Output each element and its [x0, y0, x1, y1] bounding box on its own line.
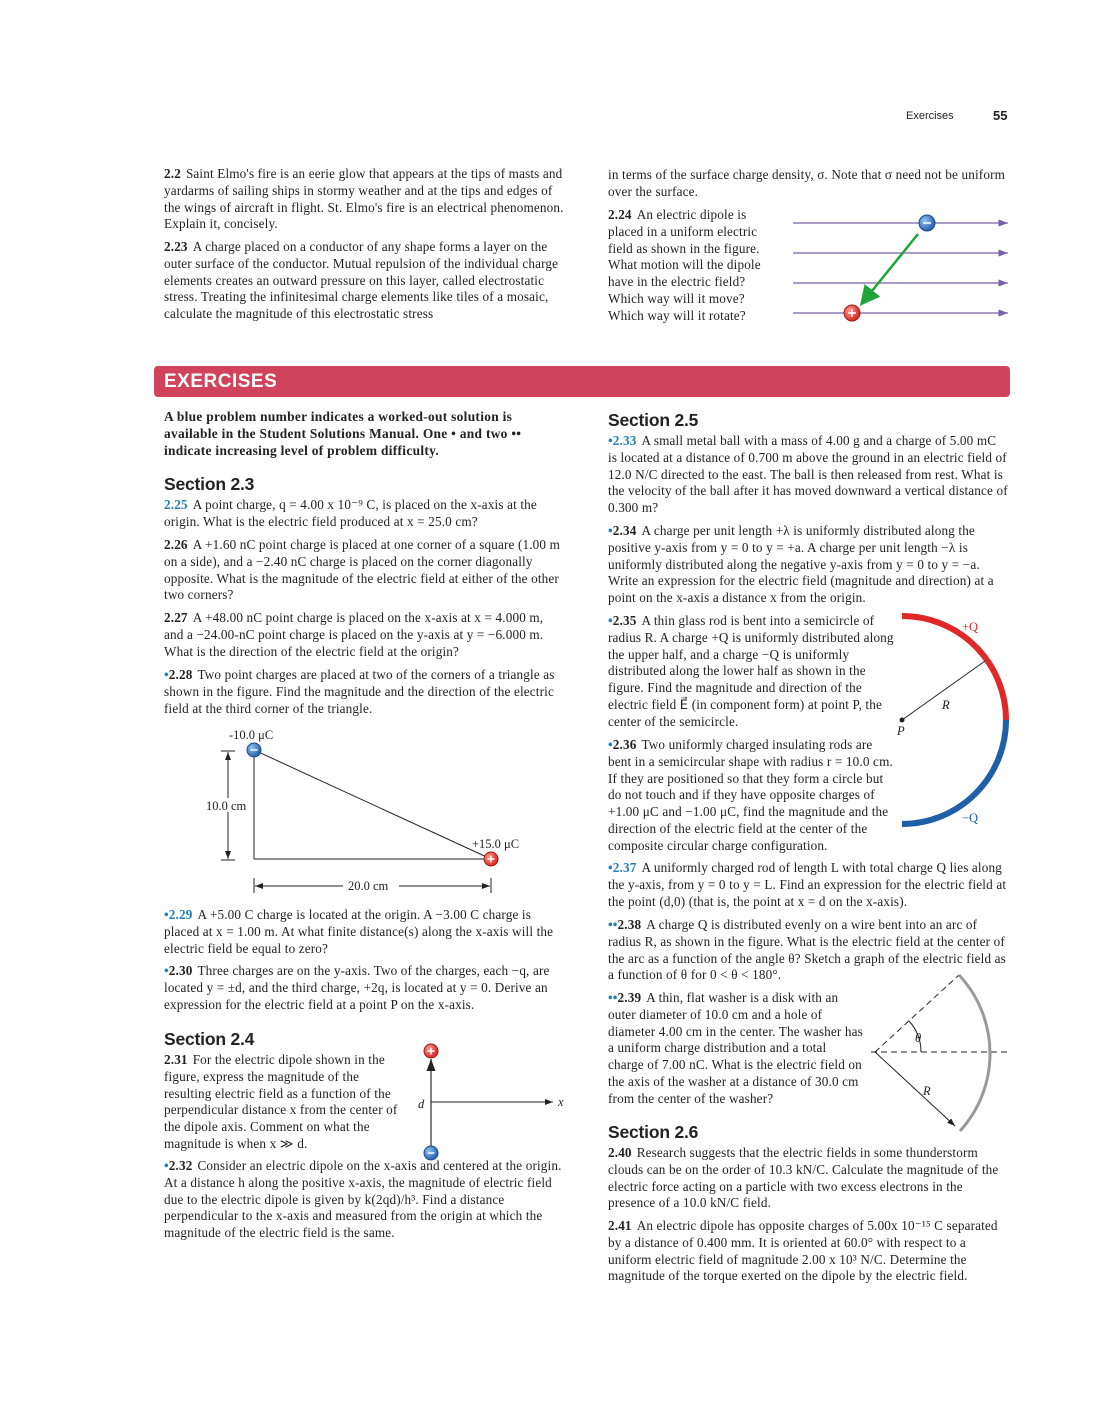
- difficulty-dots: ••: [608, 917, 618, 932]
- radius-arrow: [875, 1052, 955, 1126]
- problem-text: A charge per unit length +λ is uniformly distributed along the positive y-axis from y = 0 to y = +a. A charge per unit length −λ is uniformly distributed along the negative y-axis from y = 0 to y = −a. Write an expression for the electric field (magnitude and direction) at a point on the x-axis a distance x from the origin.: [608, 523, 994, 606]
- charge-label-top: -10.0 μC: [229, 728, 274, 742]
- difficulty-dots: •: [608, 433, 613, 448]
- section-heading-2-5: Section 2.5: [608, 410, 699, 430]
- problem-number: 2.35: [612, 613, 637, 628]
- problem-2-33: [608, 433, 1008, 517]
- problem-text: A +5.00 C charge is located at the origin. A −3.00 C charge is placed at x = 1.00 m. At what finite distance(s) along the x-axis will the electric field be equal to zero?: [164, 907, 554, 956]
- point-p: [900, 718, 905, 723]
- problem-text: A charge Q is distributed evenly on a wire bent into an arc of radius R, as shown in the figure. What is the electric field at the center of the arc as a function of the angle θ? Sketch a graph of the electric field as a function of θ for 0 < θ < 180°.: [608, 917, 1006, 983]
- problem-2-34: [608, 523, 1012, 607]
- problem-number: 2.36: [612, 737, 637, 752]
- triangle-hypotenuse: [254, 750, 491, 859]
- problem-text: Two point charges are placed at two of the corners of a triangle as shown in the figure. Find the magnitude and the direction of the electric field at the third corner of the triangle.: [164, 667, 555, 716]
- problem-2-38: [608, 917, 1012, 984]
- problem-number: 2.32: [168, 1158, 193, 1173]
- problem-text: Two uniformly charged insulating rods are bent in a semicircular shape with radius r = 10.0 cm. If they are positioned so that they form a circle but do not touch and if they have opposite charges of +1.00 μC and −1.00 μC, find the magnitude and the direction of the electric field at the center of the composite circular charge configuration.: [608, 737, 893, 853]
- problem-number: 2.31: [164, 1052, 188, 1067]
- x-label: x: [558, 1095, 564, 1109]
- problem-2-23-continuation: in terms of the surface charge density, σ. Note that σ need not be uniform over the surface.: [608, 167, 1006, 199]
- exercises-banner: [154, 366, 1010, 397]
- problem-text: A thin, flat washer is a disk with an outer diameter of 10.0 cm and a hole of diameter 4.00 cm in the center. The washer has a uniform charge distribution and a total charge of 7.00 nC. What is the electric field on the axis of the washer at a distance of 30.0 cm from the center of the washer?: [608, 990, 863, 1106]
- problem-number: 2.2: [164, 166, 181, 181]
- problem-2-31: [164, 1052, 409, 1153]
- problem-2-26: [164, 537, 566, 604]
- problem-number: 2.40: [608, 1145, 632, 1160]
- running-title: Exercises: [906, 110, 954, 122]
- problem-text: Three charges are on the y-axis. Two of the charges, each −q, are located y = ±d, and the third charge, +2q, is located at y = 0. Derive an expression for the electric field at a point P on the x-axis.: [164, 963, 550, 1012]
- problem-2-29: [164, 907, 566, 957]
- problem-number: 2.37: [612, 860, 637, 875]
- problem-2-40: [608, 1145, 1010, 1212]
- height-label: 10.0 cm: [206, 799, 247, 813]
- problem-number: 2.26: [164, 537, 188, 552]
- radius-label: R: [923, 1084, 931, 1098]
- d-label: d: [418, 1097, 425, 1111]
- problem-text: Research suggests that the electric fields in some thunderstorm clouds can be on the order of 10.3 kN/C. Calculate the magnitude of the electric force acting on a particle with two excess electrons in the presence of a 10.0 kN/C field.: [608, 1145, 999, 1211]
- problem-2-35: [608, 613, 894, 731]
- difficulty-dots: •: [608, 860, 613, 875]
- problem-text: A point charge, q = 4.00 x 10⁻⁹ C, is placed on the x-axis at the origin. What is the electric field produced at x = 25.0 cm?: [164, 497, 537, 529]
- problem-number: 2.23: [164, 239, 188, 254]
- problem-number: 2.24: [608, 207, 632, 222]
- difficulty-dots: ••: [608, 990, 618, 1005]
- problem-number: 2.33: [612, 433, 637, 448]
- problem-2-27: [164, 610, 566, 660]
- section-heading-2-4: Section 2.4: [164, 1029, 255, 1049]
- problem-text: For the electric dipole shown in the figure, express the magnitude of the resulting electric field as a function of the perpendicular distance x from the center of the dipole axis. Comment on what the magnitude is when x ≫ d.: [164, 1052, 398, 1151]
- problem-text: A +1.60 nC point charge is placed at one corner of a square (1.00 m on a side), and a −2.40 nC charge is placed on the corner diagonally opposite. What is the magnitude of the electric field at either of the other two corners?: [164, 537, 561, 603]
- problem-number: 2.41: [608, 1218, 632, 1233]
- section-heading-2-6: Section 2.6: [608, 1122, 699, 1142]
- problem-text: A +48.00 nC point charge is placed on the x-axis at x = 4.000 m, and a −24.00-nC point charge is placed on the y-axis at y = −6.000 m. What is the direction of the electric field at the origin?: [164, 610, 544, 659]
- width-label: 20.0 cm: [348, 879, 389, 893]
- problem-2-32: [164, 1158, 568, 1242]
- problem-2-37: [608, 860, 1012, 910]
- difficulty-dots: •: [608, 613, 613, 628]
- radius-label: R: [942, 698, 950, 712]
- problem-2-39: [608, 990, 863, 1108]
- difficulty-dots: •: [608, 523, 613, 538]
- banner-title: EXERCISES: [164, 371, 278, 392]
- problem-number: 2.30: [168, 963, 193, 978]
- theta-label: θ: [915, 1031, 922, 1045]
- difficulty-dots: •: [164, 963, 169, 978]
- problem-2-41: [608, 1218, 1012, 1285]
- difficulty-dots: •: [164, 907, 169, 922]
- problem-text: A charge placed on a conductor of any shape forms a layer on the outer surface of the conductor. Mutual repulsion of the individual charge elements creates an outward pressure on this layer, called electrostatic stress. Treating the infinitesimal charge elements like tiles of a mosaic, calculate the magnitude of this electrostatic stress: [164, 239, 559, 322]
- problem-text: A thin glass rod is bent into a semicircle of radius R. A charge +Q is uniformly distributed along the upper half, and a charge −Q is uniformly distributed along the lower half as shown in the figure. Find the magnitude and direction of the electric field E⃗ (in component form) at point P, the center of the semicircle.: [608, 613, 894, 729]
- problem-2-25: [164, 497, 566, 531]
- problem-2-30: [164, 963, 566, 1013]
- charge-label-right: +15.0 μC: [472, 837, 520, 851]
- difficulty-dots: •: [608, 737, 613, 752]
- problem-text: A small metal ball with a mass of 4.00 g and a charge of 5.00 mC is located at a distance of 0.700 m above the ground in an electric field of 12.0 N/C directed to the east. The ball is then released from rest. What is the velocity of the ball after it has moved downward a vertical distance of 0.300 m?: [608, 433, 1008, 516]
- problem-2-2: [164, 166, 566, 233]
- problem-text: An electric dipole has opposite charges of 5.00x 10⁻¹⁵ C separated by a distance of 0.400 mm. It is oriented at 60.0° with respect to a uniform electric field of magnitude 2.00 x 10³ N/C. Determine the magnitude of the torque exerted on the dipole by the electric field.: [608, 1218, 998, 1284]
- charged-arc: [959, 975, 990, 1131]
- problem-2-36: [608, 737, 898, 855]
- problem-text: A uniformly charged rod of length L with total charge Q lies along the y-axis, from y = 0 to y = L. Find an expression for the electric field at the point (d,0) (that is, the point at x = d on the x-axis).: [608, 860, 1007, 909]
- problem-number: 2.38: [617, 917, 642, 932]
- dipole-arrow: [863, 234, 918, 302]
- section-heading-2-3: Section 2.3: [164, 474, 255, 494]
- negative-half-rod: [902, 720, 1006, 824]
- problem-text: An electric dipole is placed in a uniform electric field as shown in the figure. What motion will the dipole have in the electric field? Which way will it move? Which way will it rotate?: [608, 207, 761, 323]
- positive-half-rod: [902, 616, 1006, 720]
- problem-number: 2.29: [168, 907, 193, 922]
- problem-text: Saint Elmo's fire is an eerie glow that appears at the tips of masts and yardarms of sailing ships in stormy weather and at the tips and edges of the wings of aircraft in flight. St. Elmo's fire is an electrical phenomenon. Explain it, concisely.: [164, 166, 564, 232]
- problem-2-23: [164, 239, 568, 323]
- problem-number: 2.39: [617, 990, 642, 1005]
- problem-2-24: [608, 207, 780, 325]
- problem-text: Consider an electric dipole on the x-axis and centered at the origin. At a distance h along the positive x-axis, the magnitude of electric field due to the electric dipole is given by k(2qd)/h³. Find a distance perpendicular to the x-axis and measured from the origin at which the magnitude of the electric field is the same.: [164, 1158, 562, 1241]
- intro-note: A blue problem number indicates a worked-out solution is available in the Student Solutions Manual. One • and two •• indicate increasing level of problem difficulty.: [164, 409, 522, 458]
- point-label: P: [897, 724, 905, 738]
- page-number: 55: [993, 108, 1008, 123]
- difficulty-dots: •: [164, 1158, 169, 1173]
- plus-q-label: +Q: [962, 620, 979, 634]
- problem-number: 2.25: [164, 497, 188, 512]
- minus-q-label: −Q: [962, 811, 979, 825]
- problem-number: 2.27: [164, 610, 188, 625]
- problem-number: 2.34: [612, 523, 637, 538]
- problem-number: 2.28: [168, 667, 193, 682]
- problem-2-28: [164, 667, 566, 717]
- difficulty-dots: •: [164, 667, 169, 682]
